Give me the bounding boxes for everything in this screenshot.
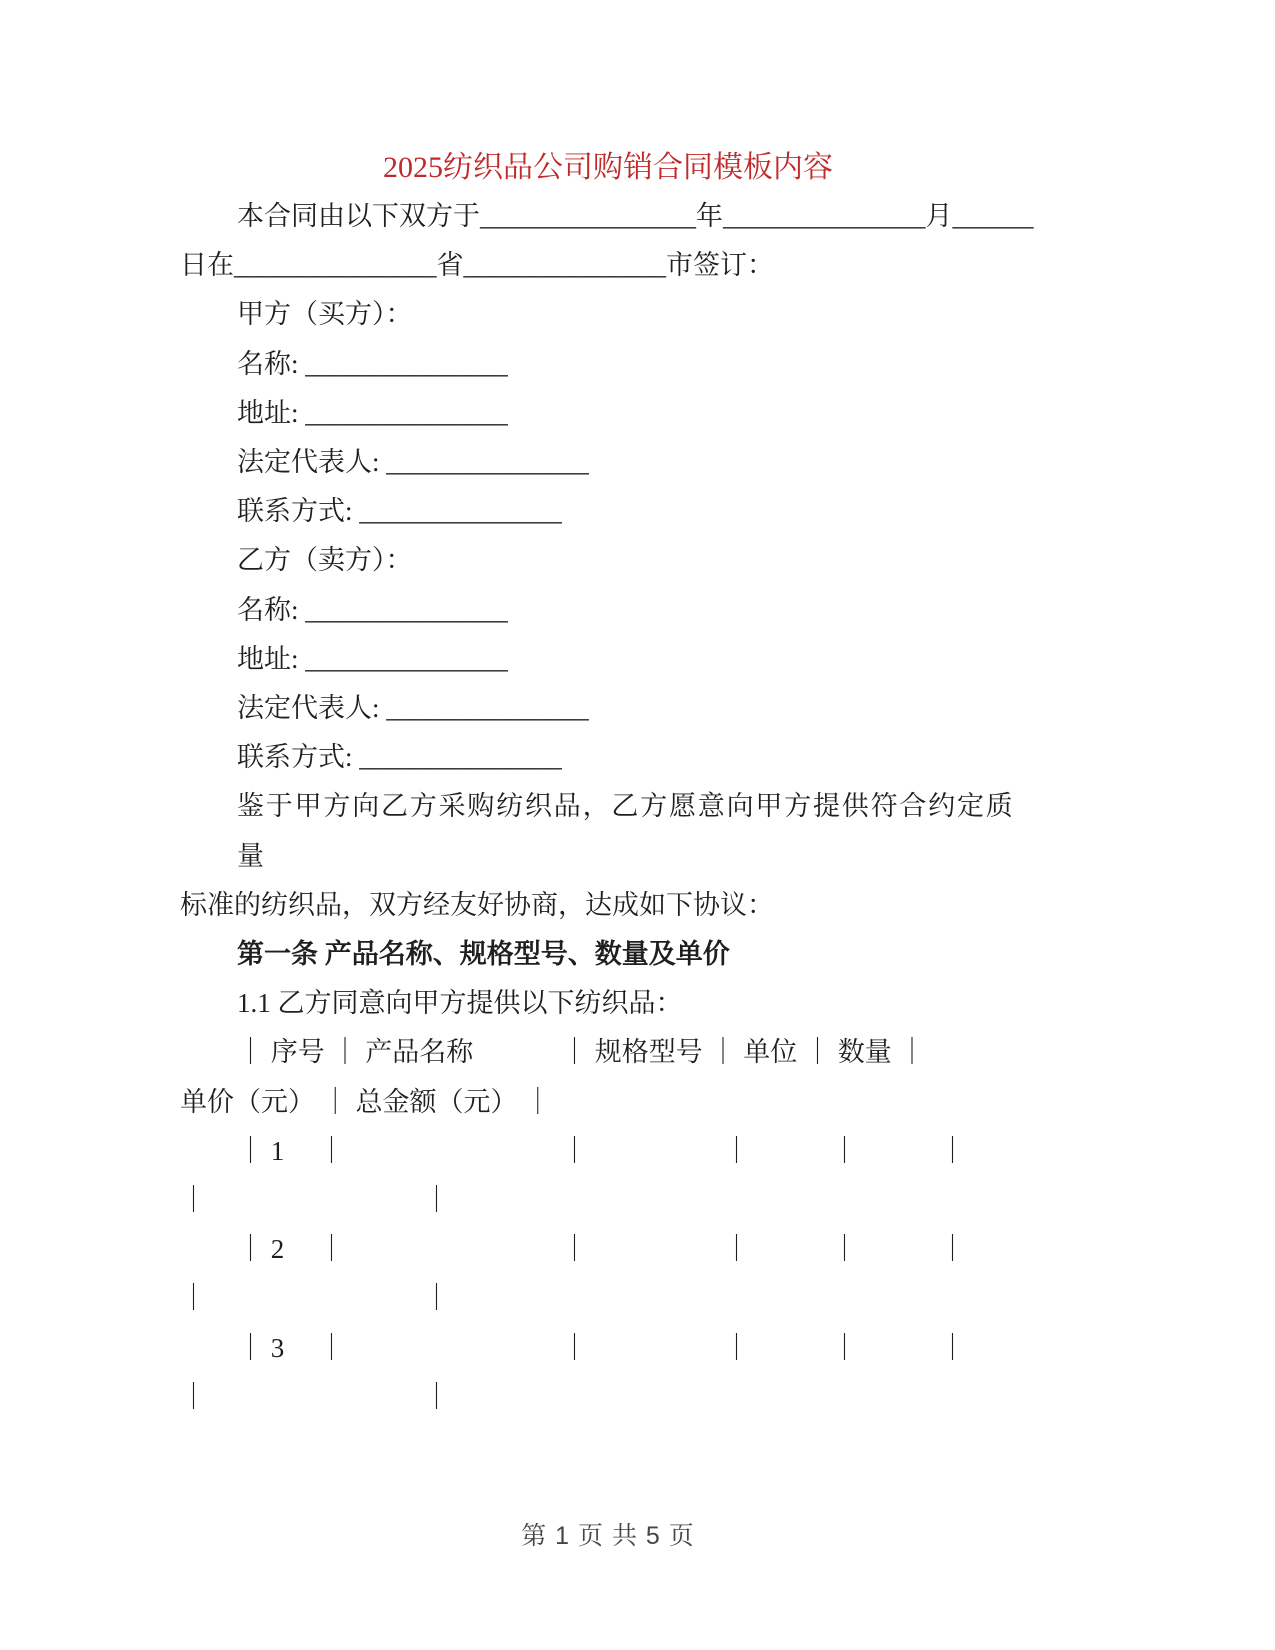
- party-b-legal-representative-field: 法定代表人: _______________: [237, 693, 589, 724]
- intro-line-2: 日在_______________省_______________市签订：: [180, 250, 774, 281]
- party-a-name-field: 名称: _______________: [237, 348, 508, 379]
- product-table-header-line-1: ｜ 序号 ｜ 产品名称 ｜ 规格型号 ｜ 单位 ｜ 数量 ｜: [237, 1037, 926, 1068]
- intro-line-1: 本合同由以下双方于________________年_______________月______: [237, 201, 1034, 231]
- recital-line-2: 标准的纺织品，双方经友好协商，达成如下协议：: [180, 889, 774, 920]
- recital-line-1: 鉴于甲方向乙方采购纺织品，乙方愿意向甲方提供符合约定质量: [237, 791, 1015, 871]
- product-table-header-line-2: 单价（元） ｜ 总金额（元） ｜: [180, 1086, 552, 1117]
- party-b-contact-field: 联系方式: _______________: [237, 742, 562, 773]
- table-row-2-line-2: ｜ ｜: [180, 1283, 450, 1314]
- party-a-heading: 甲方（买方）：: [237, 299, 413, 330]
- document-body: [180, 143, 1036, 1422]
- party-a-contact-field: 联系方式: _______________: [237, 496, 562, 527]
- clause-1-1: 1.1 乙方同意向甲方提供以下纺织品：: [237, 988, 683, 1019]
- table-row-3-line-1: ｜ 3 ｜ ｜ ｜ ｜ ｜: [237, 1332, 966, 1363]
- table-row-1-line-2: ｜ ｜: [180, 1185, 450, 1216]
- party-b-address-field: 地址: _______________: [237, 643, 508, 674]
- table-row-1-line-1: ｜ 1 ｜ ｜ ｜ ｜ ｜: [237, 1135, 966, 1166]
- party-a-address-field: 地址: _______________: [237, 397, 508, 428]
- table-row-2-line-1: ｜ 2 ｜ ｜ ｜ ｜ ｜: [237, 1234, 966, 1265]
- party-b-heading: 乙方（卖方）：: [237, 545, 413, 576]
- article-1-heading: 第一条 产品名称、规格型号、数量及单价: [237, 939, 730, 970]
- document-title: 2025纺织品公司购销合同模板内容: [383, 151, 833, 184]
- table-row-3-line-2: ｜ ｜: [180, 1381, 450, 1412]
- page-number-footer: 第 1 页 共 5 页: [521, 1522, 695, 1550]
- party-a-legal-representative-field: 法定代表人: _______________: [237, 447, 589, 478]
- party-b-name-field: 名称: _______________: [237, 594, 508, 625]
